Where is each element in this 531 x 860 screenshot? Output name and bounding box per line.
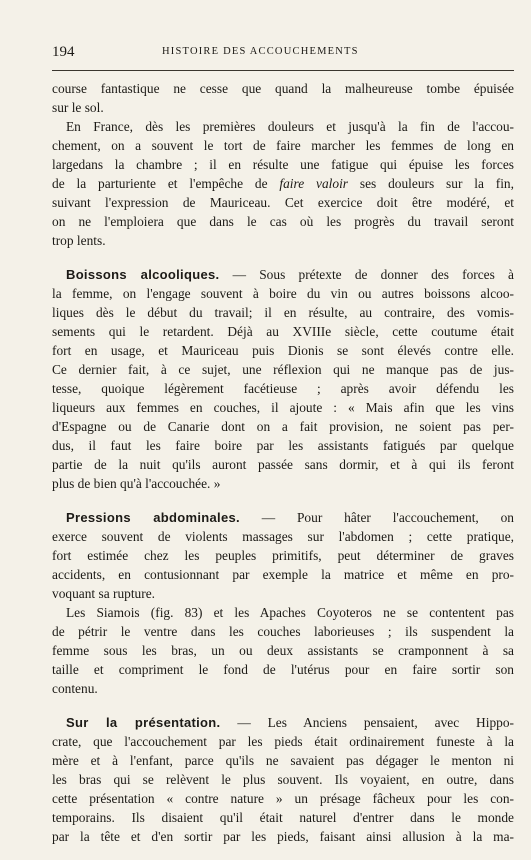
text-line: les bras qui se relèvent le plus souvent. Ils voyaient, en outre, dans: [52, 772, 514, 787]
text-line: taille et compriment le fond de l'utérus pour en faire sortir son: [52, 662, 514, 677]
page-header: [52, 44, 514, 60]
text-line: liqueurs aux femmes en couches, il ajoute : « Mais afin que les vins: [52, 400, 514, 415]
section-heading: Pressions abdominales.: [66, 510, 240, 525]
text-line: temporains. Ils disaient qu'il était naturel d'entrer dans le monde: [52, 810, 514, 825]
text-line: mère et à l'enfant, parce qu'ils ne savaient pas dégager le menton ni: [52, 753, 514, 768]
paragraph-walking: [52, 117, 514, 250]
text-line: on ne l'emploiera que dans le cas où les progrès du travail seront: [52, 214, 514, 229]
text-line: accidents, en contusionnant par exemple la matrice et même en pro-: [52, 567, 514, 582]
text-line: fort estimée chez les peuples primitifs, peut déterminer de graves: [52, 548, 514, 563]
section-presentation: [52, 713, 514, 846]
text-line: partie de la nuit qu'ils auront passée sans dormir, et à qui ils feront: [52, 457, 514, 472]
text-line: voquant sa rupture.: [52, 586, 156, 601]
text-run: — Sous prétexte de donner des forces à: [219, 267, 514, 282]
section-heading: Boissons alcooliques.: [66, 267, 220, 282]
text-line: trop lents.: [52, 233, 106, 248]
text-line: course fantastique ne cesse que quand la malheureuse tombe épuisée: [52, 81, 514, 96]
text-line: Les Siamois (fig. 83) et les Apaches Coyoteros ne se contentent pas: [66, 605, 514, 620]
text-line: sur le sol.: [52, 100, 104, 115]
text-line: d'Espagne ou de Canarie dont on a fait provision, ne soient pas per-: [52, 419, 514, 434]
text-run: — Pour hâter l'accouchement, on: [239, 510, 514, 525]
text-line: crate, que l'accouchement par les pieds était ordinairement funeste à la: [52, 734, 514, 749]
header-rule: [52, 70, 514, 71]
text-line: [52, 508, 514, 527]
paragraph-continuation: [52, 79, 514, 117]
page-number: 194: [52, 44, 75, 60]
text-line: la femme, on l'engage souvent à boire du vin ou autres boissons alcoo-: [52, 286, 514, 301]
text-line: fort en usage, et Mauriceau puis Dionis se sont élevés contre elle.: [52, 343, 514, 358]
paragraph-siamois: [52, 603, 514, 698]
text-line: [52, 174, 514, 193]
text-line: liques dès le début du travail; il en résulte, au contraire, des vomis-: [52, 305, 514, 320]
section-heading: Sur la présentation.: [66, 715, 221, 730]
text-line: largedans la chambre ; il en résulte une fatigue qui épuise les forces: [52, 157, 514, 172]
text-run: — Les Anciens pensaient, avec Hippo-: [220, 715, 514, 730]
text-line: femme sous les bras, un ou deux assistants se cramponnent à sa: [52, 643, 514, 658]
section-pressions: [52, 508, 514, 603]
text-run: de la parturiente et l'empêche de: [52, 176, 280, 191]
body-text: [52, 79, 514, 846]
text-line: tesse, quoique légèrement facétieuse ; après avoir défendu les: [52, 381, 514, 396]
text-line: sements qui le retardent. Déjà au XVIIIe siècle, cette coutume était: [52, 324, 514, 339]
running-title: HISTOIRE DES ACCOUCHEMENTS: [162, 46, 359, 57]
section-boissons: [52, 265, 514, 493]
text-run: ses douleurs sur la fin,: [348, 176, 514, 191]
text-line: [52, 265, 514, 284]
text-line: de pétrir le ventre dans les couches laborieuses ; ils suspendent la: [52, 624, 514, 639]
text-line: [52, 713, 514, 732]
text-line: En France, dès les premières douleurs et jusqu'à la fin de l'accou-: [66, 119, 514, 134]
text-line: suivant l'expression de Mauriceau. Cet exercice doit être modéré, et: [52, 195, 514, 210]
text-line: plus de bien qu'à l'accouchée. »: [52, 476, 221, 491]
text-line: cette présentation « contre nature » un présage fâcheux pour les con-: [52, 791, 514, 806]
text-line: Ce dernier fait, à ce sujet, une réflexion qui ne manque pas de jus-: [52, 362, 514, 377]
text-line: contenu.: [52, 681, 98, 696]
text-line: chement, on a souvent le tort de faire marcher les femmes de long en: [52, 138, 514, 153]
text-line: exerce souvent de violents massages sur l'abdomen ; cette pratique,: [52, 529, 514, 544]
text-line: dus, il faut les faire boire par les assistants fatigués par quelque: [52, 438, 514, 453]
italic-phrase: faire valoir: [279, 176, 349, 191]
text-line: par la tête et d'en sortir par les pieds, faisant ainsi allusion à la ma-: [52, 829, 514, 844]
